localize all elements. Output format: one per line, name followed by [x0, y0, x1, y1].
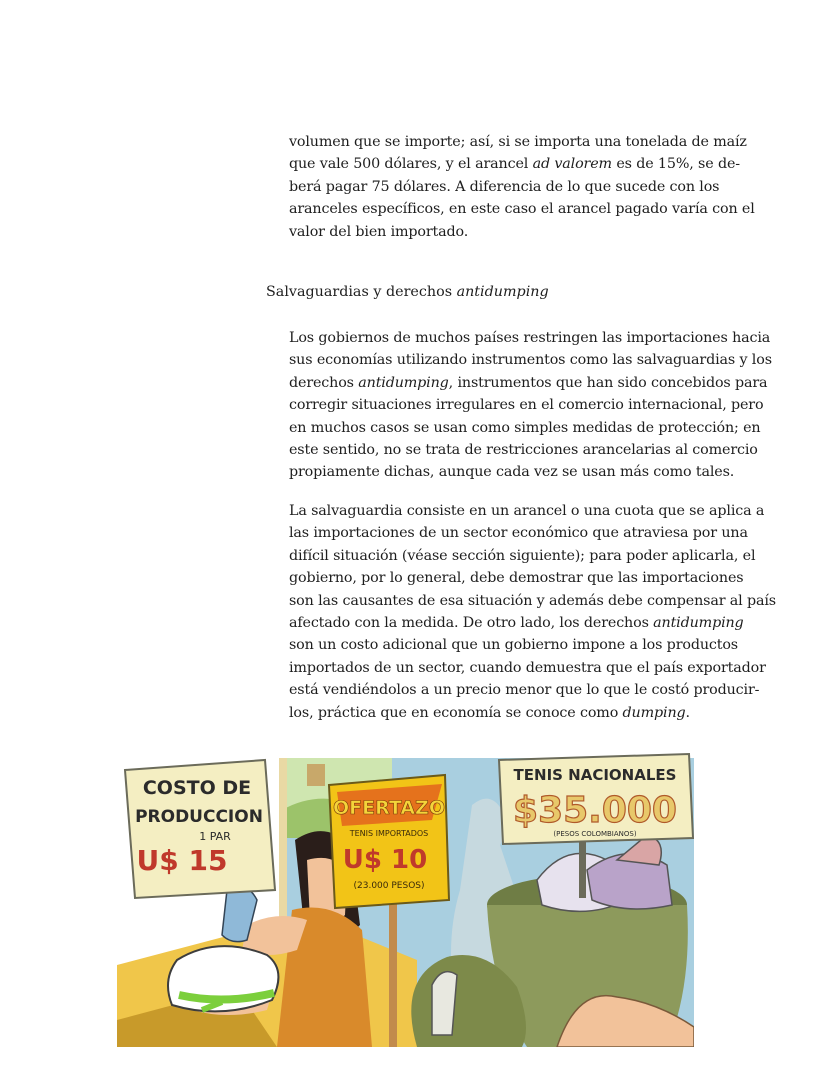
sign-text: TENIS NACIONALES — [513, 766, 677, 784]
text-line: corregir situaciones irregulares en el comercio internacional, pero — [289, 397, 764, 414]
paragraph-1 — [289, 327, 772, 484]
sign-cost-of-production — [125, 760, 275, 898]
text-line: Los gobiernos de muchos países restringen las importaciones hacia — [289, 330, 771, 346]
text-line: este sentido, no se trata de restricciones arancelarias al comercio — [289, 442, 758, 459]
text-line: importados de un sector, cuando demuestra que el país exportador — [289, 659, 766, 676]
text-line: en muchos casos se usan como simples medidas de protección; en — [289, 419, 761, 436]
sign-text: PRODUCCION — [135, 807, 263, 827]
text-line: son las causantes de esa situación y además debe compensar al país — [289, 592, 776, 609]
paragraph-2 — [289, 500, 776, 724]
text-line: difícil situación (véase sección siguiente); para poder aplicarla, el — [289, 547, 756, 564]
text-line: son un costo adicional que un gobierno impone a los productos — [289, 637, 738, 654]
sign-text: COSTO DE — [142, 777, 252, 799]
text-line: que vale 500 dólares, y el arancel ad valorem es de 15%, se de- — [289, 156, 740, 173]
sign-text: (PESOS COLOMBIANOS) — [553, 830, 637, 838]
text-line: aranceles específicos, en este caso el arancel pagado varía con el — [289, 201, 755, 218]
sign-text: (23.000 PESOS) — [353, 881, 425, 891]
illustration — [117, 750, 694, 1047]
sign-text: OFERTAZO — [332, 797, 446, 819]
price-text: U$ 10 — [342, 845, 428, 875]
section-heading: Salvaguardias y derechos antidumping — [266, 284, 549, 300]
windmill-icon — [307, 764, 325, 786]
price-text: $35.000 — [513, 790, 677, 831]
intro-paragraph — [289, 131, 755, 243]
text-line: propiamente dichas, aunque cada vez se usan más como tales. — [289, 464, 735, 481]
text-line: derechos antidumping, instrumentos que han sido concebidos para — [289, 374, 768, 391]
sign-text: 1 PAR — [199, 830, 231, 843]
text-line: gobierno, por lo general, debe demostrar que las importaciones — [289, 570, 744, 587]
text-line: berá pagar 75 dólares. A diferencia de lo que sucede con los — [289, 178, 720, 195]
text-line: las importaciones de un sector económico que atraviesa por una — [289, 525, 748, 542]
sign-text: TENIS IMPORTADOS — [349, 829, 429, 838]
text-line: está vendiéndolos a un precio menor que lo que le costó producir- — [289, 682, 760, 699]
text-line: La salvaguardia consiste en un arancel o una cuota que se aplica a — [289, 503, 765, 519]
text-line: sus economías utilizando instrumentos como las salvaguardias y los — [289, 352, 772, 369]
text-line: valor del bien importado. — [289, 223, 469, 240]
text-line: volumen que se importe; así, si se importa una tonelada de maíz — [289, 134, 747, 150]
text-line: afectado con la medida. De otro lado, los derechos antidumping — [289, 615, 744, 632]
shop-illustration — [117, 750, 694, 1047]
price-text: U$ 15 — [136, 844, 228, 877]
text-line: los, práctica que en economía se conoce como dumping. — [289, 704, 690, 721]
